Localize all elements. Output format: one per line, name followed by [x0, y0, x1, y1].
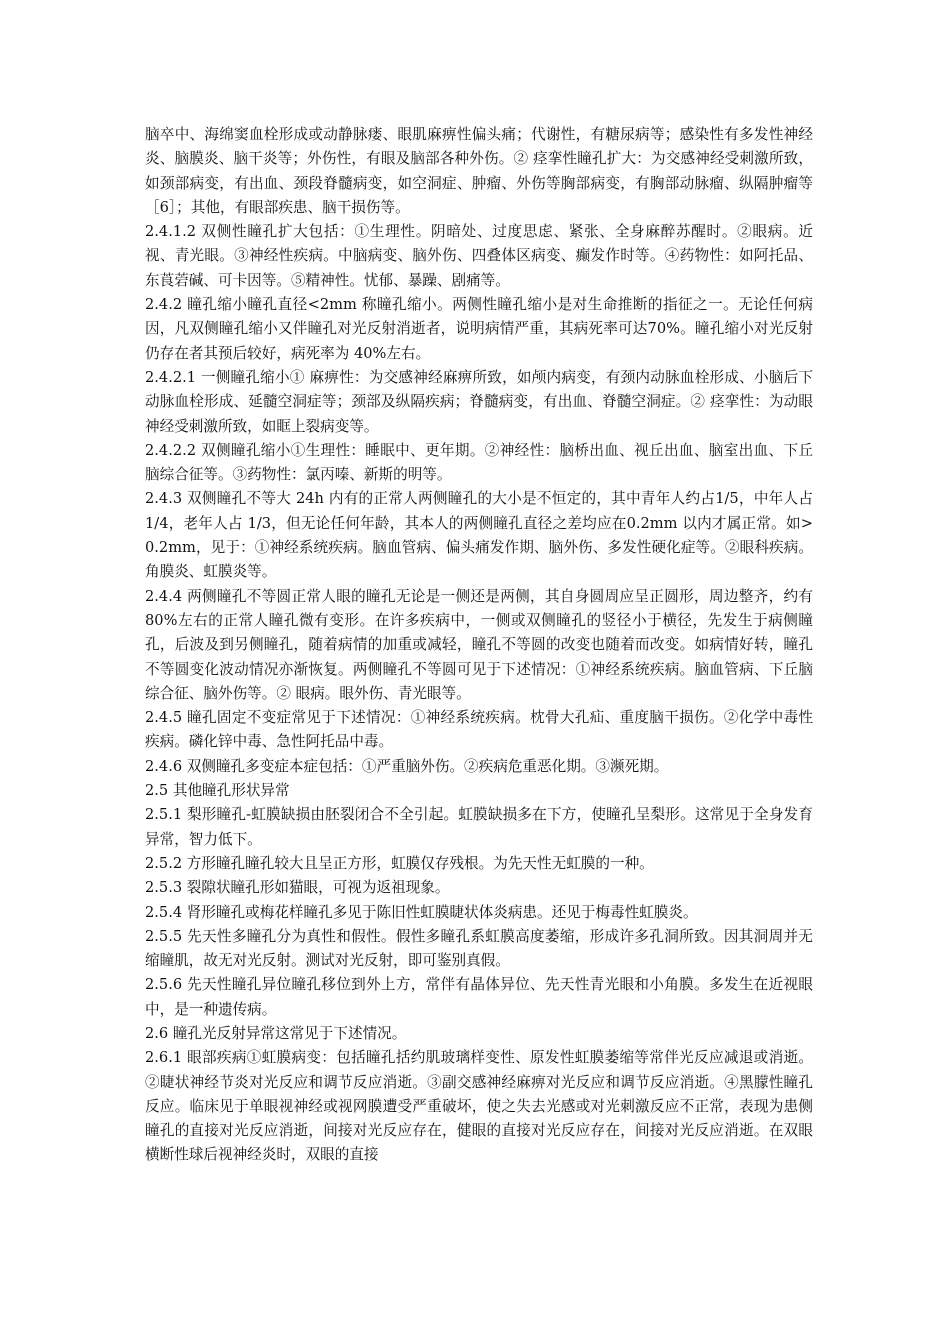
paragraph-2-5-4: 2.5.4 肾形瞳孔或梅花样瞳孔多见于陈旧性虹膜睫状体炎病患。还见于梅毒性虹膜炎。 — [145, 903, 698, 921]
paragraph-2-6-1: 2.6.1 眼部疾病①虹膜病变：包括瞳孔括约肌玻璃样变性、原发性虹膜萎缩等常伴光反应减退或消逝。②睫状神经节炎对光反应和调节反应消逝。③副交感神经麻痹对光反应和调节反应消逝。④黑朦性瞳孔反应。临床见于单眼视神经或视网膜遭受严重破坏，使之失去光感或对光刺激反应不正常，表现为患侧瞳孔的直接对光反应消逝，间接对光反应存在，健眼的直接对光反应存在，间接对光反应消逝。在双眼横断性球后视神经炎时，双眼的直接 — [145, 1049, 813, 1164]
paragraph-2-5-3: 2.5.3 裂隙状瞳孔形如猫眼，可视为返祖现象。 — [145, 879, 450, 897]
section-heading-2-5: 2.5 其他瞳孔形状异常 — [145, 782, 290, 800]
paragraph-2-4-1-2: 2.4.1.2 双侧性瞳孔扩大包括：①生理性。阴暗处、过度思虑、紧张、全身麻醉苏醒时。②眼病。近视、青光眼。③神经性疾病。中脑病变、脑外伤、四叠体区病变、癫发作时等。④药物性：如阿托品、东莨菪碱、可卡因等。⑤精神性。忧郁、暴躁、剧痛等。 — [145, 223, 813, 289]
paragraph-2-4-4: 2.4.4 两侧瞳孔不等圆正常人眼的瞳孔无论是一侧还是两侧，其自身圆周应呈正圆形，周边整齐，约有 80%左右的正常人瞳孔微有变形。在许多疾病中，一侧或双侧瞳孔的竖径小于横径，先发生于病侧瞳孔，后波及到另侧瞳孔，随着病情的加重或减轻，瞳孔不等圆的改变也随着而改变。如病情好转，瞳孔不等圆变化波动情况亦渐恢复。两侧瞳孔不等圆可见于下述情况：①神经系统疾病。脑血管病、下丘脑综合征、脑外伤等。② 眼病。眼外伤、青光眼等。 — [145, 587, 813, 702]
paragraph-2-4-2: 2.4.2 瞳孔缩小瞳孔直径<2mm 称瞳孔缩小。两侧性瞳孔缩小是对生命推断的指征之一。无论任何病因，凡双侧瞳孔缩小又伴瞳孔对光反射消逝者，说明病情严重，其病死率可达70%。瞳孔缩小对光反射仍存在者其预后较好，病死率为 40%左右。 — [145, 296, 813, 362]
paragraph-2-5-1: 2.5.1 梨形瞳孔-虹膜缺损由胚裂闭合不全引起。虹膜缺损多在下方，使瞳孔呈梨形。这常见于全身发育异常，智力低下。 — [145, 806, 813, 848]
paragraph-2-5-5: 2.5.5 先天性多瞳孔分为真性和假性。假性多瞳孔系虹膜高度萎缩，形成许多孔洞所致。因其洞周并无缩瞳肌，故无对光反射。测试对光反射，即可鉴别真假。 — [145, 927, 813, 970]
paragraph-2-4-5: 2.4.5 瞳孔固定不变症常见于下述情况：①神经系统疾病。枕骨大孔疝、重度脑干损伤。②化学中毒性疾病。磷化锌中毒、急性阿托品中毒。 — [145, 709, 813, 751]
paragraph-2-5-2: 2.5.2 方形瞳孔瞳孔较大且呈正方形，虹膜仅存残根。为先天性无虹膜的一种。 — [145, 854, 654, 872]
paragraph-2-5-6: 2.5.6 先天性瞳孔异位瞳孔移位到外上方，常伴有晶体异位、先天性青光眼和小角膜。多发生在近视眼中，是一种遗传病。 — [145, 976, 813, 1018]
paragraph-continuation: 脑卒中、海绵窦血栓形成或动静脉瘘、眼肌麻痹性偏头痛；代谢性，有糖尿病等；感染性有多发性神经炎、脑膜炎、脑干炎等；外伤性，有眼及脑部各种外伤。② 痉挛性瞳孔扩大：为交感神经受刺激所致，如颈部病变，有出血、颈段脊髓病变，如空洞症、肿瘤、外伤等胸部病变，有胸部动脉瘤、纵隔肿瘤等［6］；其他，有眼部疾患、脑干损伤等。 — [145, 126, 813, 216]
paragraph-2-4-2-1: 2.4.2.1 一侧瞳孔缩小① 麻痹性：为交感神经麻痹所致，如颅内病变，有颈内动脉血栓形成、小脑后下动脉血栓形成、延髓空洞症等；颈部及纵隔疾病；脊髓病变，有出血、脊髓空洞症。② 痉挛性：为动眼神经受刺激所致，如眶上裂病变等。 — [145, 368, 813, 435]
paragraph-2-4-3: 2.4.3 双侧瞳孔不等大 24h 内有的正常人两侧瞳孔的大小是不恒定的，其中青年人约占1/5，中年人占 1/4，老年人占 1/3，但无论任何年龄，其本人的两侧瞳孔直径之差均应在0.2mm 以内才属正常。如>0.2mm，见于：①神经系统疾病。脑血管病、偏头痛发作期、脑外伤、多发性硬化症等。②眼科疾病。角膜炎、虹膜炎等。 — [145, 490, 813, 581]
document-body — [145, 123, 813, 1168]
section-heading-2-6: 2.6 瞳孔光反射异常这常见于下述情况。 — [145, 1024, 407, 1042]
paragraph-2-4-2-2: 2.4.2.2 双侧瞳孔缩小①生理性：睡眠中、更年期。②神经性：脑桥出血、视丘出血、脑室出血、下丘脑综合征等。③药物性：氯丙嗪、新斯的明等。 — [145, 441, 813, 484]
paragraph-2-4-6: 2.4.6 双侧瞳孔多变症本症包括：①严重脑外伤。②疾病危重恶化期。③濒死期。 — [145, 757, 669, 775]
